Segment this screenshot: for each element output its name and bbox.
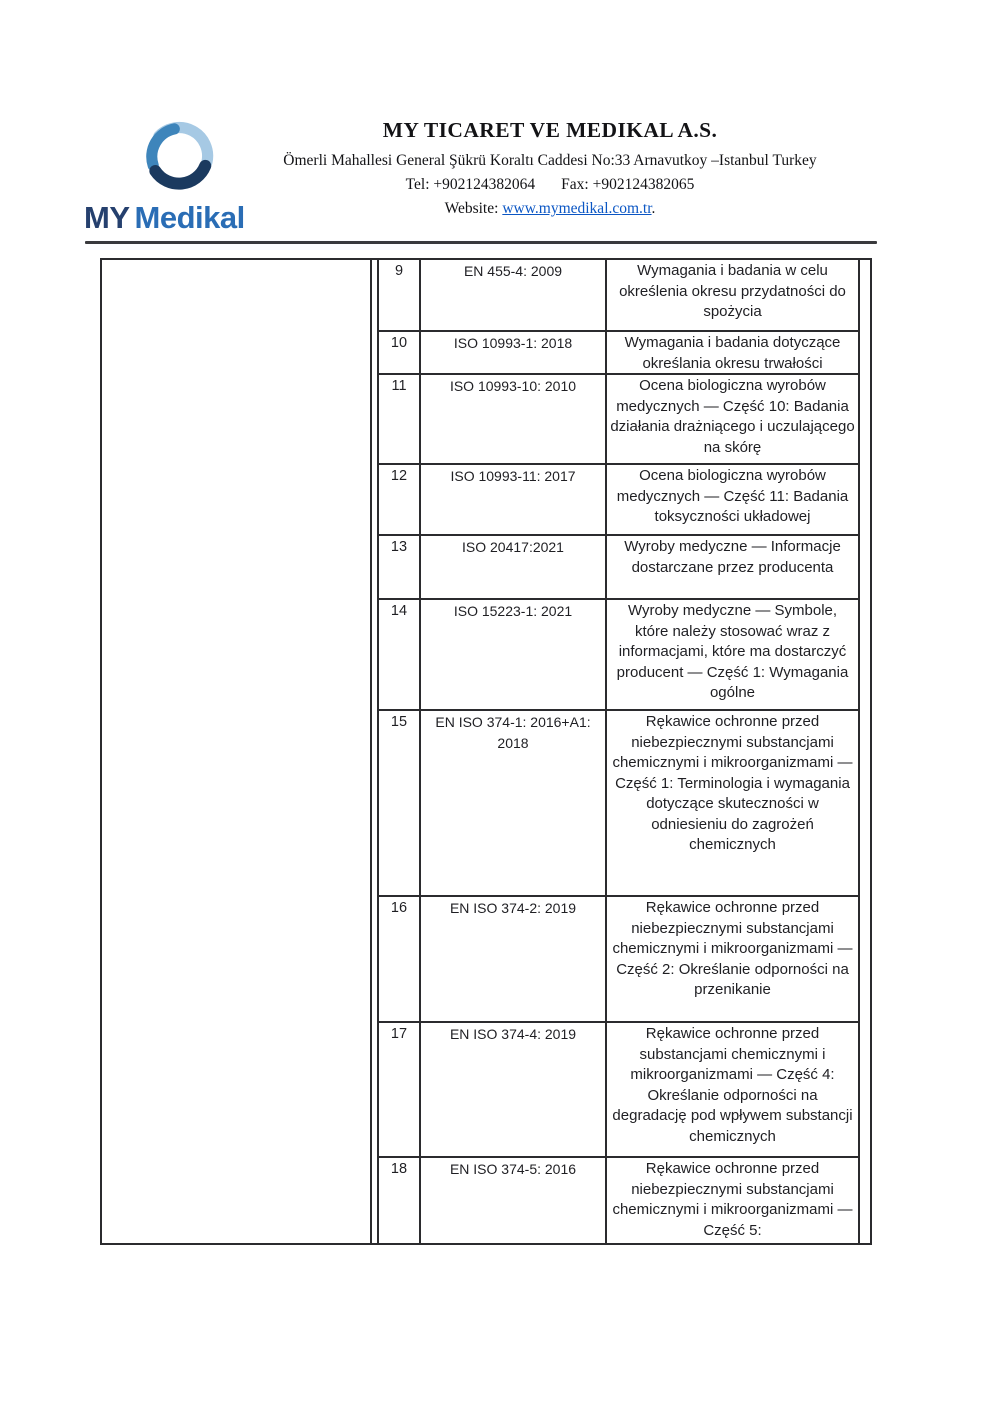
company-name: MY TICARET VE MEDIKAL A.S. xyxy=(382,118,718,142)
table-row xyxy=(379,711,858,897)
standard-description: Rękawice ochronne przed niebezpiecznymi substancjami chemicznymi i mikroorganizmami — Część 5: xyxy=(612,1160,853,1239)
letterhead xyxy=(115,118,985,218)
standard-code: ISO 20417:2021 xyxy=(421,536,607,598)
table-row xyxy=(379,1158,858,1243)
table-row xyxy=(379,1023,858,1158)
header-divider xyxy=(85,241,877,244)
standard-code: ISO 15223-1: 2021 xyxy=(421,600,607,709)
row-number: 9 xyxy=(379,260,421,330)
row-number: 14 xyxy=(379,600,421,709)
standards-table xyxy=(100,258,872,1245)
row-number: 16 xyxy=(379,897,421,1021)
standard-code: ISO 10993-1: 2018 xyxy=(421,332,607,373)
row-number: 11 xyxy=(379,375,421,463)
table-row xyxy=(379,600,858,711)
standard-description: Rękawice ochronne przed niebezpiecznymi substancjami chemicznymi i mikroorganizmami — Część 1: Terminologia i wymagania dotyczące skuteczności w odniesieniu do zagrożeń chemicznych xyxy=(612,713,853,853)
merged-left-cell xyxy=(102,260,372,1243)
row-number: 18 xyxy=(379,1158,421,1243)
website-label: Website: xyxy=(444,200,499,217)
row-number: 10 xyxy=(379,332,421,373)
row-number: 15 xyxy=(379,711,421,895)
table-row xyxy=(379,465,858,536)
standard-description: Rękawice ochronne przed substancjami chemicznymi i mikroorganizmami — Część 4: Określanie odporności na degradację pod wpływem substancji chemicznych xyxy=(612,1025,853,1145)
standard-description: Ocena biologiczna wyrobów medycznych — Część 10: Badania działania drażniącego i uczulającego na skórę xyxy=(610,377,855,456)
standard-description: Wymagania i badania dotyczące określania okresu trwałości xyxy=(624,334,841,372)
table-row xyxy=(379,536,858,600)
standard-description: Wymagania i badania w celu określenia okresu przydatności do spożycia xyxy=(619,262,846,320)
table-row xyxy=(379,375,858,465)
company-address: Ömerli Mahallesi General Şükrü Koraltı Caddesi No:33 Arnavutkoy –Istanbul Turkey xyxy=(283,152,817,169)
standard-code: EN ISO 374-4: 2019 xyxy=(421,1023,607,1156)
standard-code: EN ISO 374-2: 2019 xyxy=(421,897,607,1021)
standard-code: EN 455-4: 2009 xyxy=(421,260,607,330)
fax-number: Fax: +902124382065 xyxy=(561,176,695,193)
standard-description: Wyroby medyczne — Informacje dostarczane przez producenta xyxy=(624,538,841,576)
row-number: 12 xyxy=(379,465,421,534)
website-line xyxy=(115,200,985,218)
standard-description: Rękawice ochronne przed niebezpiecznymi substancjami chemicznymi i mikroorganizmami — Część 2: Określanie odporności na przenikanie xyxy=(612,899,853,998)
standard-code: ISO 10993-11: 2017 xyxy=(421,465,607,534)
table-row xyxy=(379,332,858,375)
logo-brand-secondary: Medikal xyxy=(134,200,245,235)
website-suffix: . xyxy=(651,200,656,217)
standards-inner-table xyxy=(377,260,860,1243)
row-number: 13 xyxy=(379,536,421,598)
standard-description: Wyroby medyczne — Symbole, które należy stosować wraz z informacjami, które ma dostarczyć producent — Część 1: Wymagania ogólne xyxy=(616,602,849,701)
standard-description: Ocena biologiczna wyrobów medycznych — Część 11: Badania toksyczności układowej xyxy=(616,467,849,525)
table-row xyxy=(379,260,858,332)
tel-number: Tel: +902124382064 xyxy=(405,176,536,193)
row-number: 17 xyxy=(379,1023,421,1156)
table-row xyxy=(379,897,858,1023)
contact-line xyxy=(115,176,985,194)
standard-code: EN ISO 374-1: 2016+A1: 2018 xyxy=(421,711,607,895)
standard-code: ISO 10993-10: 2010 xyxy=(421,375,607,463)
website-link[interactable]: www.mymedikal.com.tr xyxy=(502,200,652,217)
logo-brand-primary: MY xyxy=(84,200,130,235)
standard-code: EN ISO 374-5: 2016 xyxy=(421,1158,607,1243)
